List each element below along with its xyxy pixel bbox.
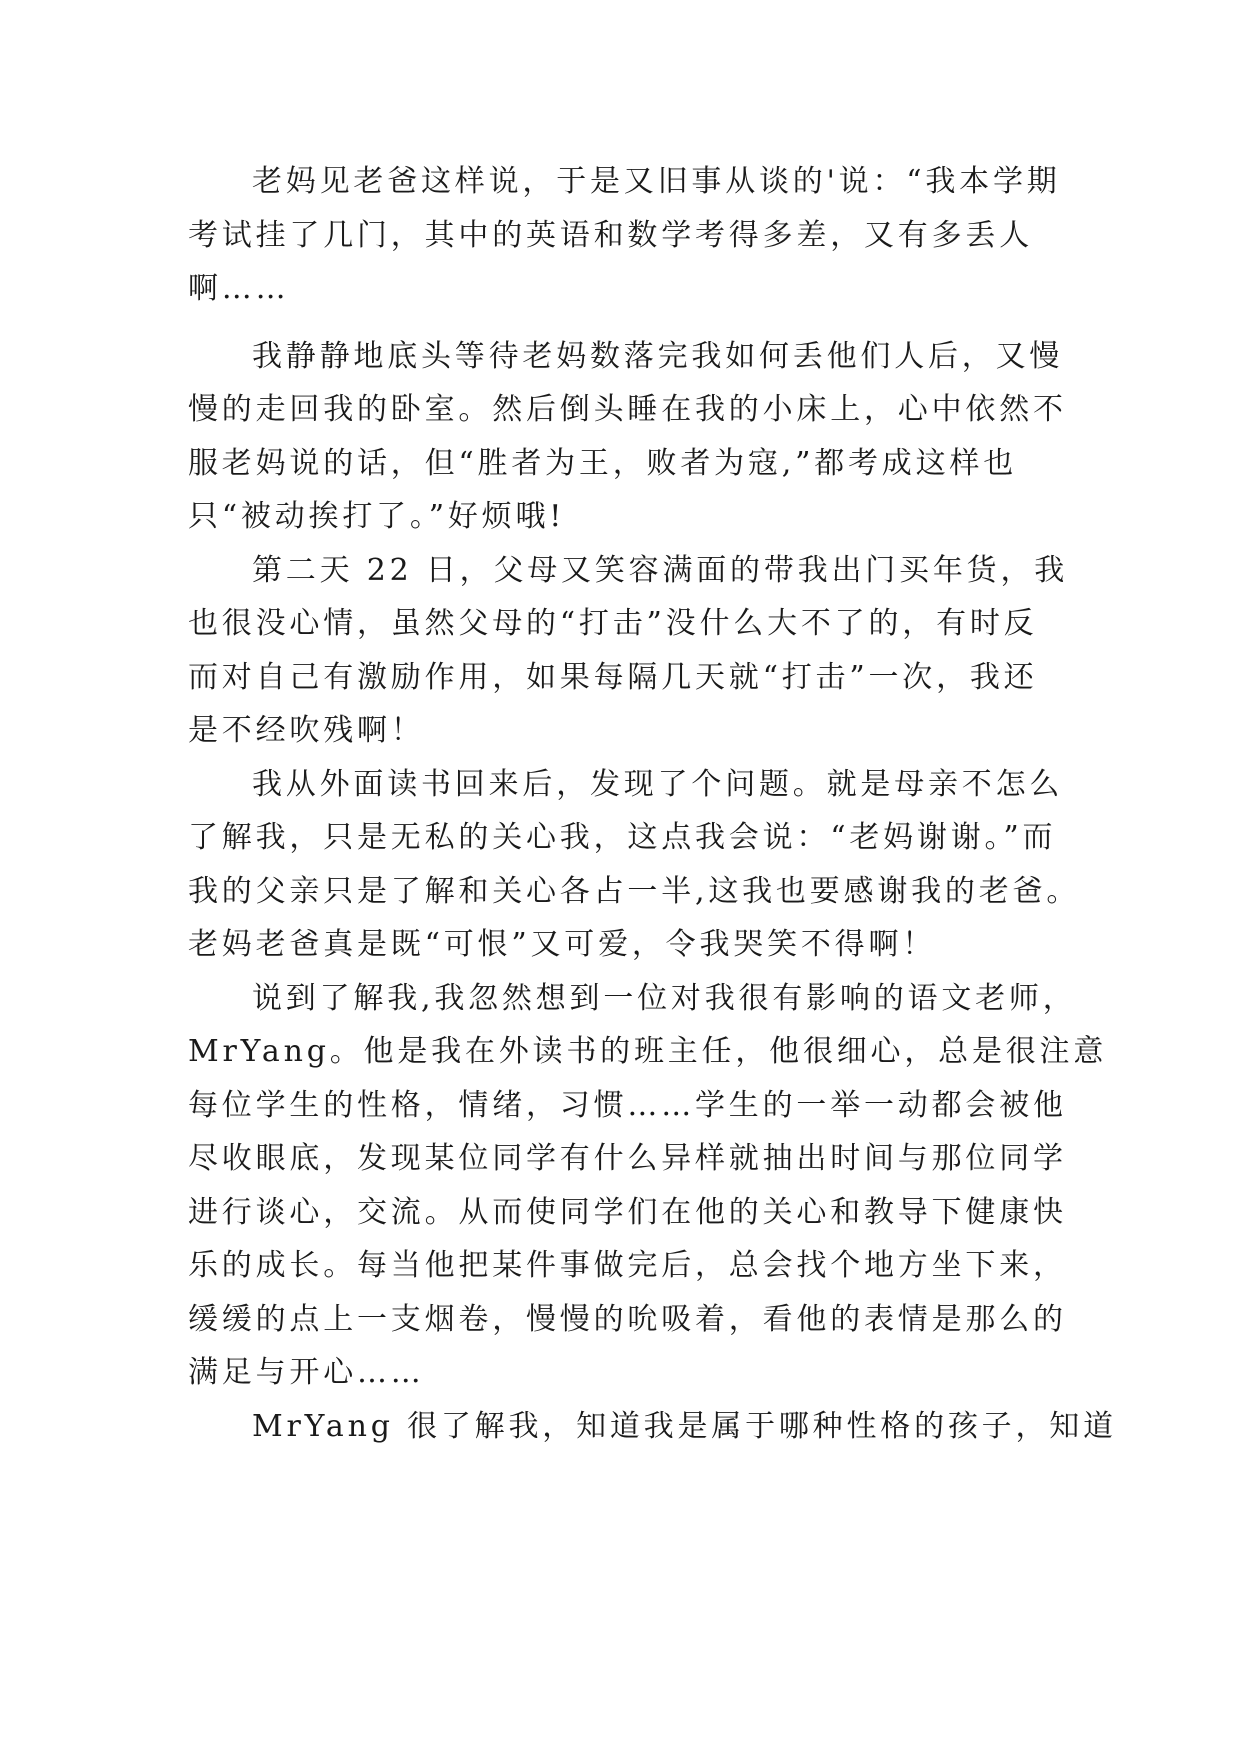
text-line: 也很没心情，虽然父母的“打击”没什么大不了的，有时反 <box>188 606 1038 641</box>
text-line: 而对自己有激励作用，如果每隔几天就“打击”一次，我还 <box>188 659 1038 695</box>
text-line: 是不经吹残啊！ <box>188 713 425 748</box>
text-line: 乐的成长。每当他把某件事做完后，总会找个地方坐下来， <box>188 1248 1067 1283</box>
text-line: 缓缓的点上一支烟卷，慢慢的吮吸着，看他的表情是那么的 <box>188 1301 1067 1337</box>
text-line: 了解我，只是无私的关心我，这点我会说：“老妈谢谢。”而 <box>188 820 1057 855</box>
text-line: 满足与开心…… <box>188 1355 425 1390</box>
text-line: 服老妈说的话，但“胜者为王，败者为寇,”都考成这样也 <box>188 445 1018 481</box>
text-line: MrYang。他是我在外读书的班主任，他很细心，总是很注意 <box>188 1034 1108 1069</box>
text-line: 每位学生的性格，情绪，习惯……学生的一举一动都会被他 <box>188 1087 1067 1123</box>
text-line: 只“被动挨打了。”好烦哦! <box>188 499 566 534</box>
document-body <box>188 155 1117 1453</box>
text-line: 我静静地底头等待老妈数落完我如何丢他们人后，又慢 <box>252 338 1064 374</box>
text-line: 我从外面读书回来后，发现了个问题。就是母亲不怎么 <box>252 766 1064 802</box>
paragraph <box>188 155 1061 316</box>
paragraph <box>188 1400 1117 1454</box>
text-line: 啊…… <box>188 271 290 306</box>
paragraph <box>188 544 1069 758</box>
text-line: 第二天 22 日，父母又笑容满面的带我出门买年货，我 <box>252 552 1069 588</box>
paragraph <box>188 330 1067 544</box>
text-line: 老妈老爸真是既“可恨”又可爱，令我哭笑不得啊！ <box>188 927 937 962</box>
text-line: 说到了解我,我忽然想到一位对我很有影响的语文老师， <box>252 980 1077 1016</box>
text-line: 老妈见老爸这样说，于是又旧事从谈的'说：“我本学期 <box>252 164 1061 199</box>
text-line: 我的父亲只是了解和关心各占一半,这我也要感谢我的老爸。 <box>188 873 1081 909</box>
text-line: 尽收眼底，发现某位同学有什么异样就抽出时间与那位同学 <box>188 1141 1067 1176</box>
paragraph <box>188 972 1108 1400</box>
text-line: 慢的走回我的卧室。然后倒头睡在我的小床上，心中依然不 <box>188 392 1067 427</box>
text-line: MrYang 很了解我，知道我是属于哪种性格的孩子，知道 <box>252 1408 1117 1444</box>
text-line: 进行谈心，交流。从而使同学们在他的关心和教导下健康快 <box>188 1194 1067 1230</box>
text-line: 考试挂了几门，其中的英语和数学考得多差，又有多丢人 <box>188 217 1033 253</box>
paragraph <box>188 758 1081 972</box>
